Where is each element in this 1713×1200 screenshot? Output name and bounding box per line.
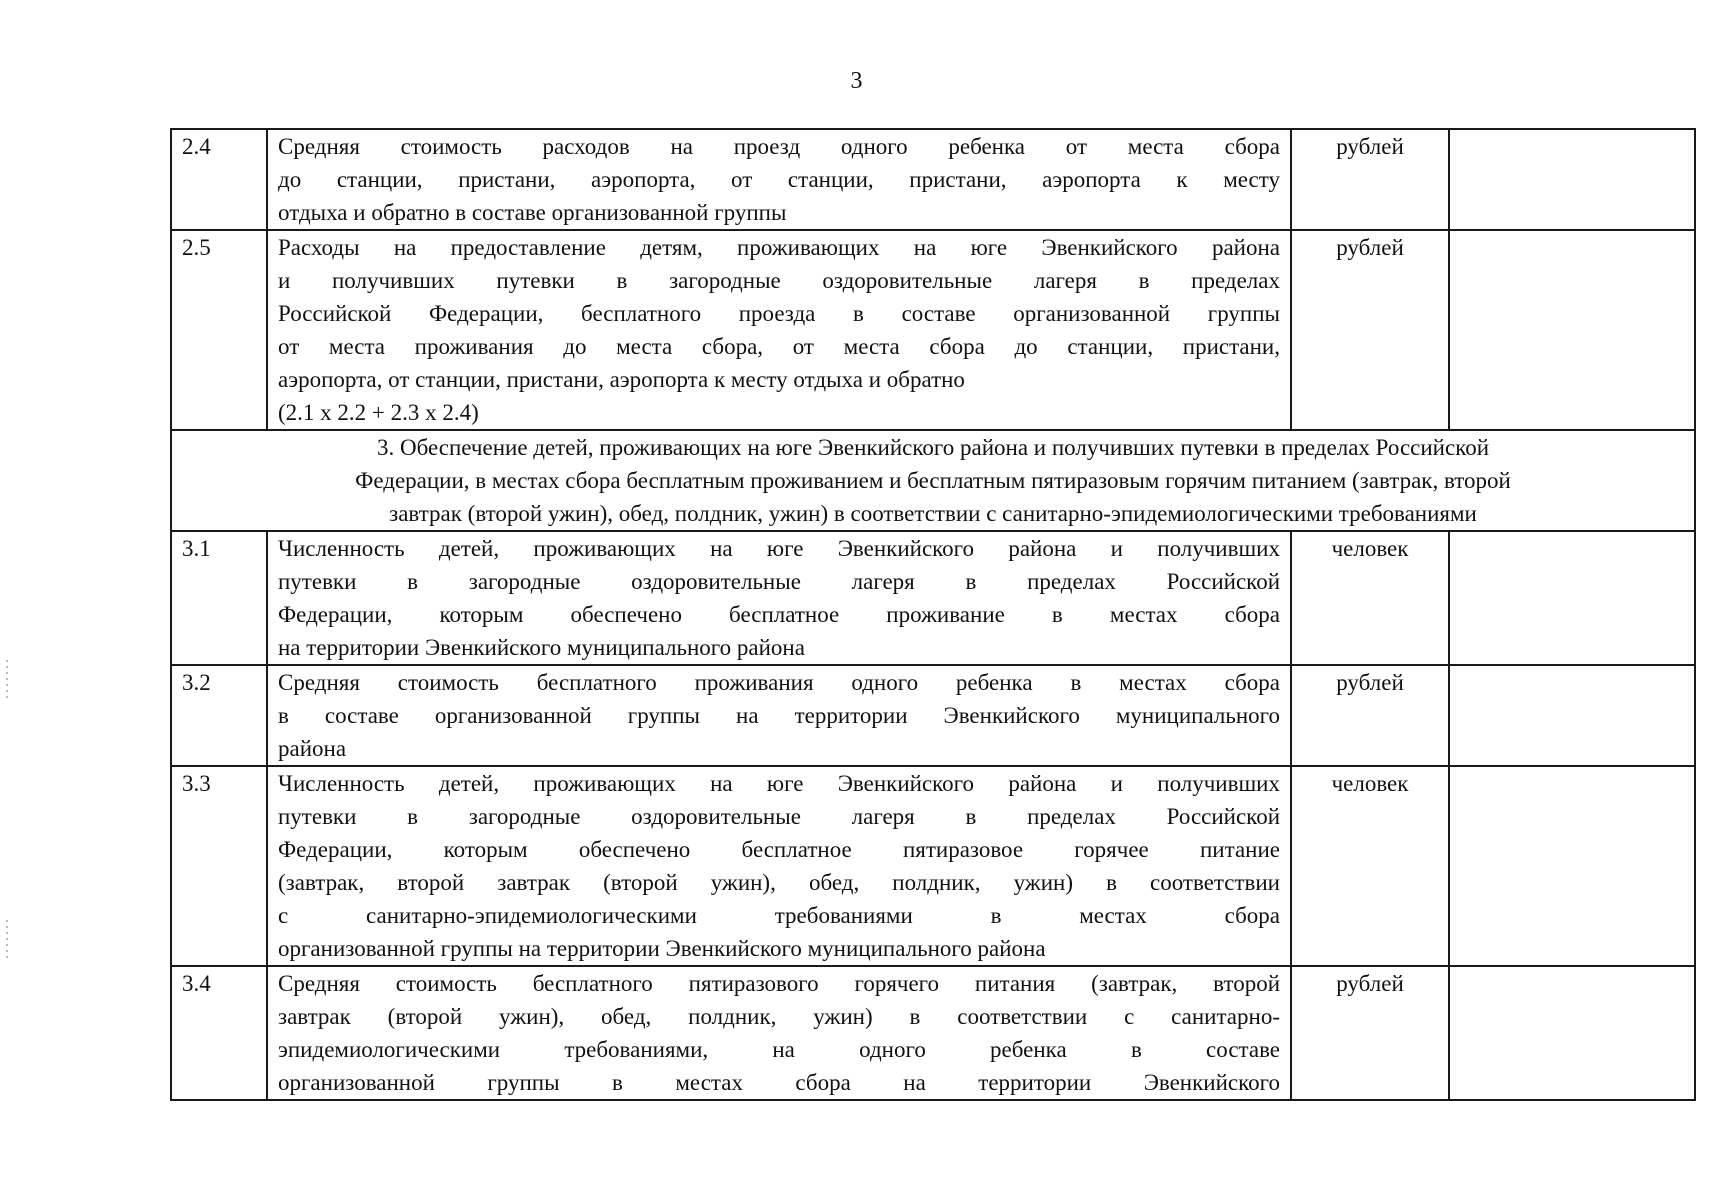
description-line: Численность детей, проживающих на юге Эвенкийского района и получивших [278, 771, 1280, 796]
value-cell [1449, 665, 1695, 766]
row-number: 3.2 [171, 665, 267, 766]
table-row [171, 966, 1695, 1100]
description-line: Расходы на предоставление детям, проживающих на юге Эвенкийского района [278, 235, 1280, 260]
unit-cell: рублей [1291, 129, 1449, 230]
description-line: Средняя стоимость бесплатного пятиразового горячего питания (завтрак, второй [278, 971, 1280, 996]
row-description [267, 230, 1291, 430]
unit-cell: человек [1291, 766, 1449, 966]
row-number: 3.1 [171, 531, 267, 665]
description-line: Федерации, которым обеспечено бесплатное проживание в местах сбора [278, 602, 1280, 627]
table-row [171, 766, 1695, 966]
description-line: Федерации, которым обеспечено бесплатное пятиразовое горячее питание [278, 837, 1280, 862]
row-description [267, 665, 1291, 766]
row-description [267, 531, 1291, 665]
value-cell [1449, 766, 1695, 966]
value-cell [1449, 230, 1695, 430]
description-line: и получивших путевки в загородные оздоровительные лагеря в пределах [278, 268, 1280, 293]
section-heading-line: Федерации, в местах сбора бесплатным проживанием и бесплатным пятиразовым горячим питанием (завтрак, второй [355, 468, 1511, 493]
description-line: Средняя стоимость бесплатного проживания одного ребенка в местах сбора [278, 670, 1280, 695]
description-line: путевки в загородные оздоровительные лагеря в пределах Российской [278, 804, 1280, 829]
description-line: с санитарно-эпидемиологическими требованиями в местах сбора [278, 903, 1280, 928]
value-cell [1449, 531, 1695, 665]
unit-cell: рублей [1291, 966, 1449, 1100]
description-line: (2.1 x 2.2 + 2.3 x 2.4) [278, 400, 479, 425]
row-number: 3.3 [171, 766, 267, 966]
description-line: эпидемиологическими требованиями, на одного ребенка в составе [278, 1037, 1280, 1062]
table-row [171, 129, 1695, 230]
row-description [267, 766, 1291, 966]
section-heading-line: 3. Обеспечение детей, проживающих на юге Эвенкийского района и получивших путевки в пределах Российской [376, 435, 1490, 460]
value-cell [1449, 966, 1695, 1100]
table-row [171, 230, 1695, 430]
row-description [267, 129, 1291, 230]
section-heading-line: завтрак (второй ужин), обед, полдник, ужин) в соответствии с санитарно-эпидемиологическими требованиями [389, 501, 1477, 526]
description-line: от места проживания до места сбора, от места сбора до станции, пристани, [278, 334, 1280, 359]
description-line: организованной группы в местах сбора на территории Эвенкийского [278, 1070, 1280, 1095]
indicators-table [170, 128, 1696, 1101]
unit-cell: человек [1291, 531, 1449, 665]
table-row [171, 531, 1695, 665]
scan-margin-marks [6, 920, 8, 960]
description-line: района [278, 736, 347, 761]
row-number: 3.4 [171, 966, 267, 1100]
scan-margin-marks [6, 660, 8, 700]
section-heading-row [171, 430, 1695, 531]
row-description [267, 966, 1291, 1100]
description-line: Численность детей, проживающих на юге Эвенкийского района и получивших [278, 536, 1280, 561]
description-line: (завтрак, второй завтрак (второй ужин), обед, полдник, ужин) в соответствии [278, 870, 1280, 895]
table-row [171, 665, 1695, 766]
description-line: до станции, пристани, аэропорта, от станции, пристани, аэропорта к месту [278, 167, 1280, 192]
description-line: отдыха и обратно в составе организованной группы [278, 200, 787, 225]
description-line: аэропорта, от станции, пристани, аэропорта к месту отдыха и обратно [278, 367, 965, 392]
row-number: 2.5 [171, 230, 267, 430]
description-line: путевки в загородные оздоровительные лагеря в пределах Российской [278, 569, 1280, 594]
row-number: 2.4 [171, 129, 267, 230]
description-line: организованной группы на территории Эвенкийского муниципального района [278, 936, 1046, 961]
unit-cell: рублей [1291, 665, 1449, 766]
description-line: завтрак (второй ужин), обед, полдник, ужин) в соответствии с санитарно- [278, 1004, 1280, 1029]
description-line: Российской Федерации, бесплатного проезда в составе организованной группы [278, 301, 1280, 326]
description-line: Средняя стоимость расходов на проезд одного ребенка от места сбора [278, 134, 1280, 159]
value-cell [1449, 129, 1695, 230]
unit-cell: рублей [1291, 230, 1449, 430]
page-number: 3 [850, 68, 863, 94]
description-line: на территории Эвенкийского муниципального района [278, 635, 805, 660]
section-heading [171, 430, 1695, 531]
description-line: в составе организованной группы на территории Эвенкийского муниципального [278, 703, 1280, 728]
